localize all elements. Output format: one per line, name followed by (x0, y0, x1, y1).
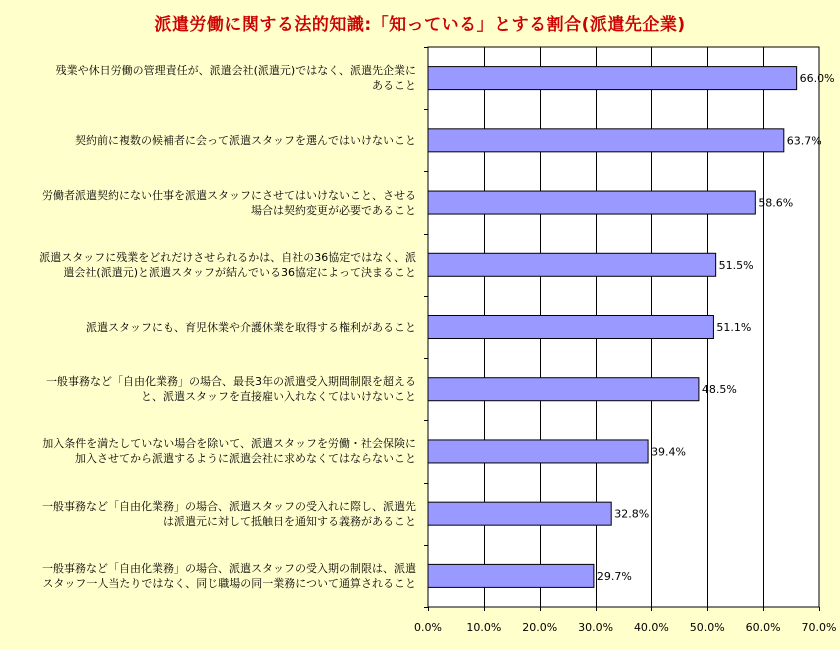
category-label (6, 374, 416, 404)
data-label: 32.8% (614, 507, 650, 521)
data-label: 58.6% (758, 196, 794, 210)
bar (428, 440, 648, 463)
category-label-line: 加入条件を満たしていない場合を除いて、派遣スタッフを労働・社会保険に (42, 437, 416, 451)
x-tick-label: 20.0% (522, 621, 558, 634)
category-label-line: 派遣スタッフに残業をどれだけさせられるかは、自社の36協定ではなく、派 (39, 250, 416, 264)
category-label-line: 一般事務など「自由化業務」の場合、最長3年の派遣受入期間制限を超える (46, 375, 416, 389)
bar (428, 253, 716, 276)
bar (428, 191, 755, 214)
category-label-line: は派遣元に対して抵触日を通知する義務があること (163, 514, 416, 528)
bar (428, 67, 797, 90)
category-label (6, 320, 416, 335)
bar (428, 129, 784, 152)
x-tick-label: 40.0% (633, 621, 669, 634)
category-label-line: と、派遣スタッフを直接雇い入れなくてはいけないこと (141, 390, 416, 404)
data-label: 39.4% (651, 445, 687, 459)
bar (428, 378, 699, 401)
data-label: 48.5% (701, 383, 737, 397)
category-label-line: スタッフ一人当たりではなく、同じ職場の同一業務について通算されること (42, 576, 416, 590)
x-tick-label: 50.0% (689, 621, 725, 634)
category-label-line: 派遣スタッフにも、育児休業や介護休業を取得する権利があること (86, 320, 416, 334)
category-label (6, 436, 416, 466)
category-label (6, 188, 416, 218)
data-label: 51.1% (716, 321, 752, 334)
category-label-line: 一般事務など「自由化業務」の場合、派遣スタッフの受入期の制限は、派遣 (42, 561, 416, 575)
category-label-line: 加入させてから派遣するように派遣会社に求めなくてはならないこと (75, 452, 416, 466)
x-tick-label: 60.0% (745, 621, 781, 634)
category-label (6, 250, 416, 280)
x-tick-label: 10.0% (466, 621, 502, 634)
category-label (6, 63, 416, 93)
category-label-line: 一般事務など「自由化業務」の場合、派遣スタッフの受入れに際し、派遣先 (42, 499, 416, 513)
category-label (6, 561, 416, 591)
data-label: 66.0% (799, 72, 835, 86)
x-tick-label: 70.0% (801, 621, 837, 634)
category-label-line: 場合は契約変更が必要であること (251, 203, 416, 217)
category-label-line: 労働者派遣契約にない仕事を派遣スタッフにさせてはいけないこと、させる (42, 188, 416, 202)
category-label (6, 499, 416, 529)
data-label: 51.5% (718, 258, 754, 272)
category-label-line: 遣会社(派遣元)と派遣スタッフが結んでいる36協定によって決まること (63, 265, 416, 279)
chart-title: 派遣労働に関する法的知識:「知っている」とする割合(派遣先企業) (154, 15, 686, 35)
x-tick-label: 30.0% (578, 621, 614, 634)
category-label-line: 契約前に複数の候補者に会って派遣スタッフを選んではいけないこと (75, 133, 416, 147)
category-label-line: 残業や休日労働の管理責任が、派遣会社(派遣元)ではなく、派遣先企業に (55, 64, 416, 78)
bar (428, 316, 713, 339)
data-label: 29.7% (596, 569, 632, 583)
x-tick-label: 0.0% (414, 621, 442, 634)
data-label: 63.7% (786, 134, 822, 148)
category-label (6, 133, 416, 148)
bar (428, 564, 594, 587)
bar (428, 502, 611, 525)
category-label-line: あること (372, 79, 416, 93)
